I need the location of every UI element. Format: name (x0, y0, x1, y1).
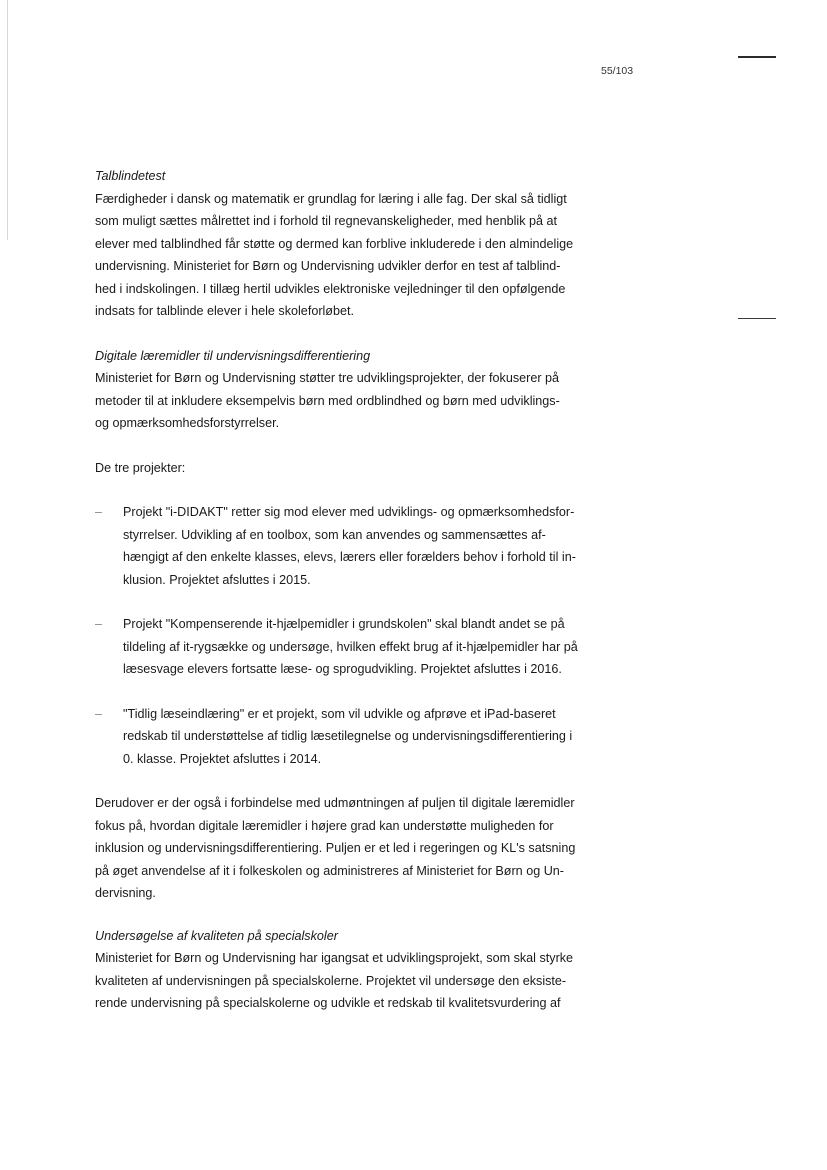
text-line: "Tidlig læseindlæring" er et projekt, som vil udvikle og afprøve et iPad-baseret (123, 706, 556, 721)
text-line: fokus på, hvordan digitale læremidler i højere grad kan understøtte muligheden for (95, 818, 554, 833)
text-line: som muligt sættes målrettet ind i forhold til regnevanskeligheder, med henblik på at (95, 214, 558, 228)
text-line: på øget anvendelse af it i folkeskolen og administreres af Ministeriet for Børn og Un- (95, 863, 564, 878)
text-line: dervisning. (95, 886, 156, 900)
dash-bullet: – (95, 505, 103, 519)
text-line: inklusion og undervisningsdifferentiering. Puljen er et led i regeringen og KL's satsning (95, 841, 576, 855)
section-heading-specialskoler: Undersøgelse af kvaliteten på specialskoler (95, 928, 338, 943)
scan-edge-line (7, 0, 8, 240)
text-line: Færdigheder i dansk og matematik er grundlag for læring i alle fag. Der skal så tidligt (95, 191, 567, 206)
paragraph-digitale-laeremidler (95, 367, 615, 435)
section-heading-talblindetest: Talblindetest (95, 169, 166, 183)
text-line: kvaliteten af undervisningen på specialskolerne. Projektet vil undersøge den eksiste- (95, 973, 567, 988)
text-line: metoder til at inkludere eksempelvis børn med ordblindhed og børn med udviklings- (95, 393, 560, 408)
text-line: læsesvage elevers fortsatte læse- og sprogudvikling. Projektet afsluttes i 2016. (123, 662, 562, 676)
paragraph-talblindetest (95, 188, 615, 323)
text-line: hængigt af den enkelte klasses, elevs, lærers eller forælders behov i forhold til in- (123, 550, 576, 564)
projects-intro: De tre projekter: (95, 460, 186, 475)
margin-mark-top (738, 56, 776, 58)
text-line: 0. klasse. Projektet afsluttes i 2014. (123, 751, 322, 766)
list-item-tidlig-laeseindlaering (95, 703, 615, 771)
dash-bullet: – (95, 617, 103, 631)
paragraph-specialskoler (95, 947, 615, 1015)
text-line: indsats for talblinde elever i hele skoleforløbet. (95, 304, 355, 318)
text-line: hed i indskolingen. I tillæg hertil udvikles elektroniske vejledninger til den opfølgende (95, 281, 566, 296)
text-line: undervisning. Ministeriet for Børn og Undervisning udvikler derfor en test af talblind- (95, 259, 561, 273)
margin-mark-middle (738, 318, 776, 319)
text-line: Projekt "Kompenserende it-hjælpemidler i grundskolen" skal blandt andet se på (123, 617, 565, 631)
text-line: klusion. Projektet afsluttes i 2015. (123, 572, 311, 587)
text-line: elever med talblindhed får støtte og dermed kan forblive inkluderede i den almindelige (95, 236, 574, 251)
text-line: Ministeriet for Børn og Undervisning støtter tre udviklingsprojekter, der fokuserer på (95, 371, 560, 385)
text-line: og opmærksomhedsforstyrrelser. (95, 416, 280, 430)
list-item-kompenserende (95, 613, 615, 681)
section-heading-digitale-laeremidler: Digitale læremidler til undervisningsdifferentiering (95, 348, 371, 363)
text-line: rende undervisning på specialskolerne og udvikle et redskab til kvalitetsvurdering af (95, 996, 561, 1010)
text-line: styrrelser. Udvikling af en toolbox, som kan anvendes og sammensættes af- (123, 527, 546, 542)
text-line: Derudover er der også i forbindelse med udmøntningen af puljen til digitale læremidler (95, 796, 575, 810)
text-line: tildeling af it-rygsække og undersøge, hvilken effekt brug af it-hjælpemidler har på (123, 639, 578, 654)
document-body (95, 165, 615, 1015)
text-line: Ministeriet for Børn og Undervisning har igangsat et udviklingsprojekt, som skal styrke (95, 951, 574, 965)
paragraph-derudover (95, 792, 615, 905)
dash-bullet: – (95, 706, 103, 721)
text-line: redskab til understøttelse af tidlig læsetilegnelse og undervisningsdifferentiering i (123, 729, 573, 743)
text-line: Projekt "i-DIDAKT" retter sig mod elever med udviklings- og opmærksomhedsfor- (123, 505, 575, 519)
list-item-i-didakt (95, 501, 615, 591)
page-number: 55/103 (601, 65, 634, 77)
